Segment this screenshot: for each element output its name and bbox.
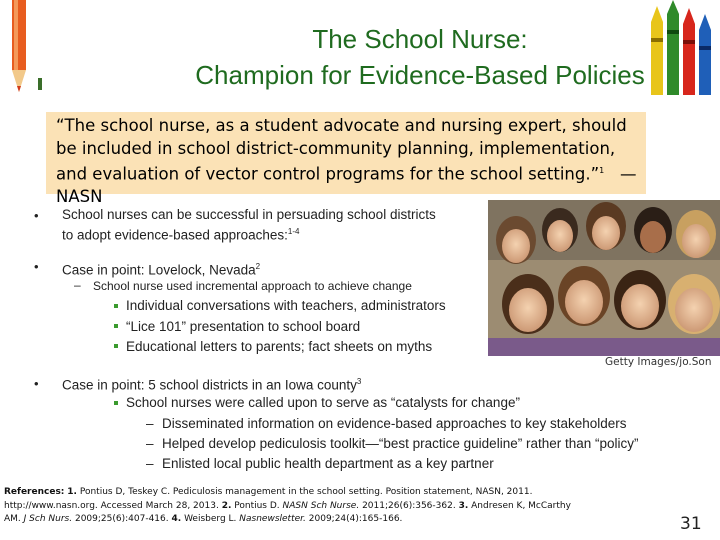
bullet-2-item-1: Individual conversations with teachers, administrators <box>126 298 446 313</box>
bullet-2-dash: – <box>74 278 81 292</box>
bullet-marker: • <box>34 208 39 223</box>
bullet-2-sub: School nurse used incremental approach to achieve change <box>93 279 412 293</box>
bullet-3-sub: School nurses were called upon to serve as “catalysts for change” <box>126 395 520 410</box>
sub-bullet-marker <box>114 344 118 348</box>
pencil-icon <box>0 0 50 110</box>
bullet-3-item-3: Enlisted local public health department as a key partner <box>162 456 494 471</box>
bullet-3-item-2: Helped develop pediculosis toolkit—“best practice guideline” rather than “policy” <box>162 436 639 451</box>
bullet-2-item-3: Educational letters to parents; fact sheets on myths <box>126 339 433 354</box>
children-photo <box>488 200 720 356</box>
photo-credit: Getty Images/jo.Son <box>605 356 712 368</box>
bullet-2-text: Case in point: Lovelock, Nevada$^2$ <box>62 262 261 278</box>
bullet-3-item-1: Disseminated information on evidence-based approaches to key stakeholders <box>162 416 627 431</box>
dash-marker: – <box>146 456 154 471</box>
page-title-line-2: Champion for Evidence-Based Policies <box>195 60 645 90</box>
bullet-2-item-2: “Lice 101” presentation to school board <box>126 319 361 334</box>
dash-marker: – <box>146 416 154 431</box>
quote-text: “The school nurse, as a student advocate and nursing expert, should be included in school district-community planning, implementation, and evaluation of vector control programs for the school setting.”$^1$ —NASN <box>56 116 637 206</box>
sub-bullet-marker <box>114 324 118 328</box>
bullet-1-text: School nurses can be successful in persuading school districts to adopt evidence-based approaches:$^{1-4}$ <box>62 207 436 243</box>
group-of-children-image <box>488 200 720 356</box>
page-title-line-1: The School Nurse: <box>312 24 528 54</box>
bullet-3-text: Case in point: 5 school districts in an Iowa county$^3$ <box>62 377 362 393</box>
references: References: 1. Pontius D, Teskey C. Pediculosis management in the school setting. Position statement, NASN, 2011. http://www.nasn.org. Accessed March 28, 2013. 2. Pontius D. NASN Sch Nurse. 2011;26(6):356-362. 3. Andresen K, McCarthy AM. J Sch Nurs. 2009;25(6):407-416. 4. Weisberg L. Nasnewsletter. 2009;24(4):165-166. <box>4 487 571 524</box>
page-number: 31 <box>680 514 702 534</box>
bullet-marker: • <box>34 259 39 274</box>
bullet-marker: • <box>34 376 39 391</box>
sub-bullet-marker <box>114 304 118 308</box>
dash-marker: – <box>146 436 154 451</box>
sub-bullet-marker <box>114 401 118 405</box>
